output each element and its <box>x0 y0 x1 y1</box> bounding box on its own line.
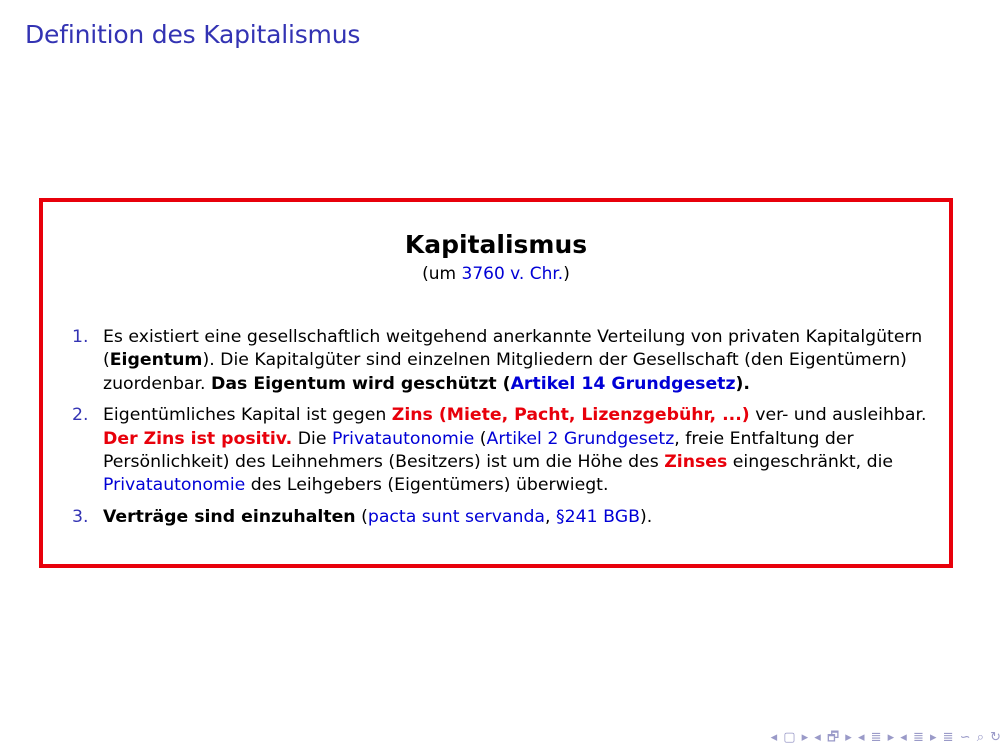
item-text: ). <box>639 506 653 527</box>
item-text: , <box>545 506 557 527</box>
item-text: des Leihgebers (Eigentümers) überwiegt. <box>245 475 609 496</box>
subtitle-post: ) <box>563 264 570 284</box>
privatautonomie-link[interactable]: Privatautonomie <box>103 475 246 496</box>
item-bold: Verträge sind einzuhalten <box>103 506 356 527</box>
item-number: 3. <box>72 506 89 527</box>
item-red: Zins (Miete, Pacht, Lizenzgebühr, ...) <box>391 405 750 426</box>
page-title: Definition des Kapitalismus <box>25 20 361 49</box>
item-text: ). Die Kapitalgüter sind einzelnen Mitgliedern der Gesellschaft (den Eigentümern) zuordenbar. <box>103 350 907 394</box>
beamer-navigation-icons[interactable]: ◂ ▢ ▸ ◂ 🗗 ▸ ◂ ≣ ▸ ◂ ≣ ▸ ≣ ∽ ⌕ ↻ <box>770 730 1002 745</box>
item-text: eingeschränkt, die <box>727 452 894 473</box>
date-link[interactable]: 3760 v. Chr. <box>461 264 564 284</box>
item-text: , freie Entfaltung der Persönlichkeit) des Leihnehmers (Besitzers) ist um die Höhe des <box>103 428 854 473</box>
bgb-link[interactable]: §241 BGB <box>556 506 640 527</box>
item-bold: Das Eigentum wird geschützt ( <box>211 373 511 394</box>
item-text: ( <box>474 428 487 449</box>
item-red: Zinses <box>664 452 728 473</box>
item-red: Der Zins ist positiv. <box>103 428 293 449</box>
definition-box <box>39 198 953 568</box>
box-title: Kapitalismus <box>404 230 588 259</box>
list-item <box>72 404 942 498</box>
item-number: 2. <box>72 405 89 426</box>
item-text: ( <box>355 506 368 527</box>
grundgesetz-2-link[interactable]: Artikel 2 Grundgesetz <box>486 428 675 449</box>
definition-list <box>72 326 942 537</box>
subtitle-pre: (um <box>422 264 462 284</box>
item-bold: ). <box>735 373 750 394</box>
list-item <box>72 506 942 529</box>
item-text: Die <box>292 428 332 449</box>
box-subtitle <box>43 264 949 284</box>
item-text: Eigentümliches Kapital ist gegen <box>103 405 392 426</box>
pacta-link[interactable]: pacta sunt servanda <box>367 506 546 527</box>
item-text: ver- und ausleihbar. <box>749 405 927 426</box>
list-item <box>72 326 942 396</box>
grundgesetz-14-link[interactable]: Artikel 14 Grundgesetz <box>510 373 736 394</box>
privatautonomie-link[interactable]: Privatautonomie <box>331 428 475 449</box>
item-number: 1. <box>72 327 89 347</box>
item-bold: Eigentum <box>109 350 203 371</box>
item-text: Es existiert eine gesellschaftlich weitgehend anerkannte Verteilung von privaten Kapitalgütern ( <box>103 327 923 371</box>
